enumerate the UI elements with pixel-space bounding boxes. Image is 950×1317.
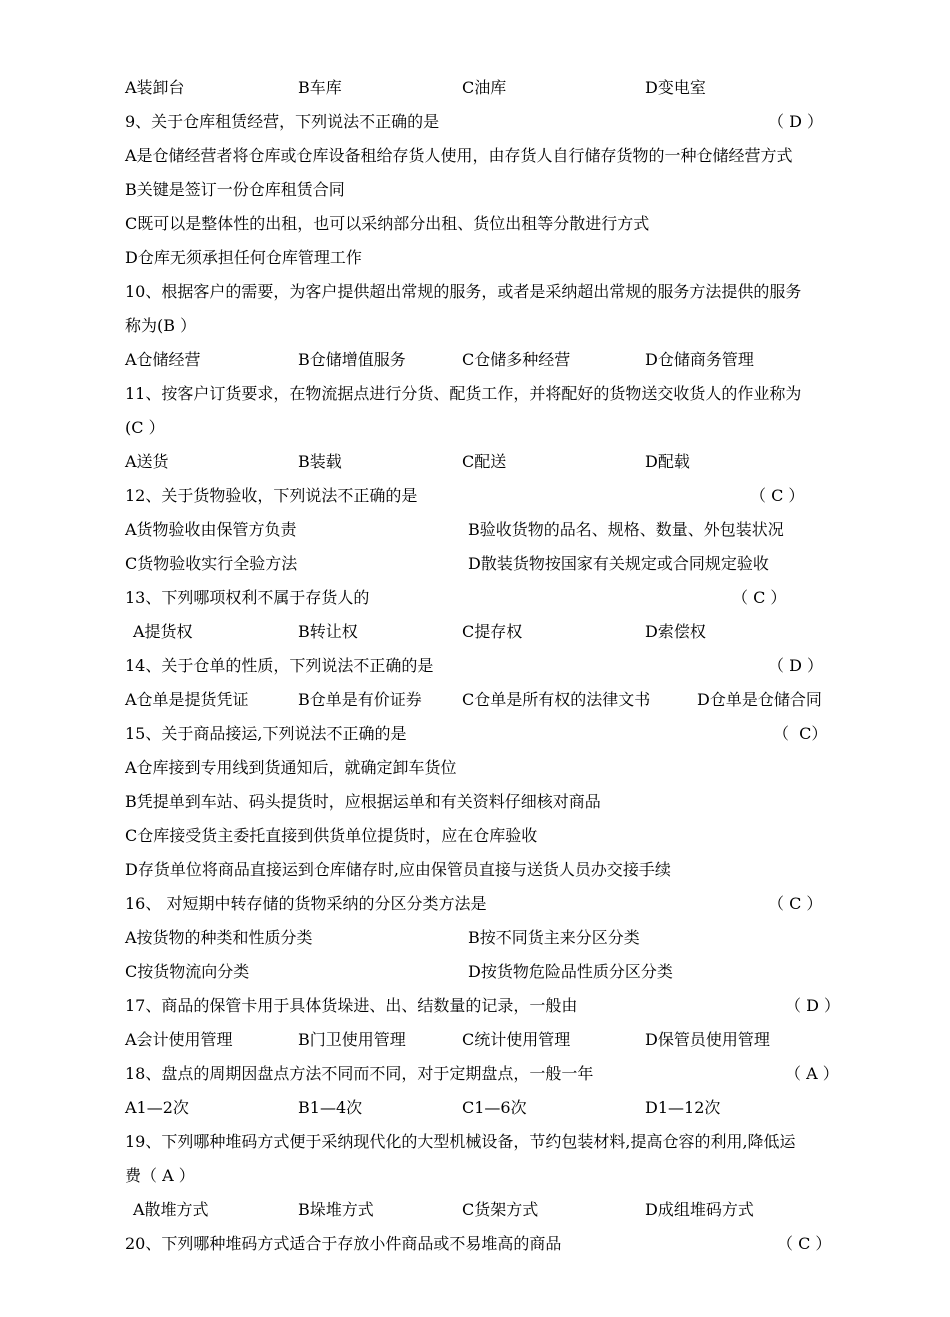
options-row-10 [125, 343, 880, 377]
question-12 [125, 479, 880, 513]
answer-mark: （ D ） [785, 996, 841, 1015]
question-text: 16、 对短期中转存储的货物采纳的分区分类方法是 [125, 894, 487, 913]
option-b: B转让权 [298, 622, 358, 641]
options-row-12a [125, 513, 880, 547]
option-b: B车库 [298, 78, 342, 97]
option-c: C货架方式 [462, 1200, 539, 1219]
answer-mark: （ C ） [777, 1234, 832, 1253]
option-c: C油库 [462, 78, 507, 97]
option-a: A提货权 [133, 622, 193, 641]
option-c: C仓储多种经营 [462, 350, 571, 369]
answer-mark: （ C ） [768, 894, 823, 913]
option-c: C1—6次 [462, 1098, 527, 1117]
options-row-13 [125, 615, 880, 649]
option-a: A仓单是提货凭证 [125, 690, 249, 709]
option-b: B垛堆方式 [298, 1200, 374, 1219]
option-a: A仓储经营 [125, 350, 201, 369]
options-row-16b [125, 955, 880, 989]
option-d: D散装货物按国家有关规定或合同规定验收 [468, 554, 769, 573]
option-d: D1—12次 [645, 1098, 721, 1117]
options-row-19 [125, 1193, 880, 1227]
option-d: D成组堆码方式 [645, 1200, 754, 1219]
answer-mark: （ D ） [768, 112, 824, 131]
options-row-18 [125, 1091, 880, 1125]
option-a: A散堆方式 [133, 1200, 209, 1219]
option-d: D配载 [645, 452, 690, 471]
text-line: C既可以是整体性的出租，也可以采纳部分出租、货位出租等分散进行方式 [125, 214, 650, 233]
text-line: 称为(B ） [125, 316, 197, 335]
option-c: C配送 [462, 452, 507, 471]
question-text: 20、下列哪种堆码方式适合于存放小件商品或不易堆高的商品 [125, 1234, 562, 1253]
answer-mark: （ A ） [785, 1064, 839, 1083]
question-text: 13、下列哪项权利不属于存货人的 [125, 588, 370, 607]
option-d: D变电室 [645, 78, 706, 97]
answer-mark: （ D ） [768, 656, 824, 675]
option-b: B装载 [298, 452, 342, 471]
text-line: A是仓储经营者将仓库或仓库设备租给存货人使用，由存货人自行储存货物的一种仓储经营方式 [125, 146, 793, 165]
text-line: B凭提单到车站、码头提货时，应根据运单和有关资料仔细核对商品 [125, 792, 601, 811]
question-text: 14、关于仓单的性质，下列说法不正确的是 [125, 656, 434, 675]
question-text: 18、盘点的周期因盘点方法不同而不同，对于定期盘点，一般一年 [125, 1064, 594, 1083]
option-d: D保管员使用管理 [645, 1030, 770, 1049]
question-text: 17、商品的保管卡用于具体货垛进、出、结数量的记录，一般由 [125, 996, 578, 1015]
answer-mark: （ C ） [732, 588, 787, 607]
question-11: 11、按客户订货要求，在物流据点进行分货、配货工作，并将配好的货物送交收货人的作业称为 [125, 384, 802, 403]
option-a: A送货 [125, 452, 169, 471]
option-d: D按货物危险品性质分区分类 [468, 962, 673, 981]
question-15 [125, 717, 880, 751]
option-c: C统计使用管理 [462, 1030, 571, 1049]
options-row-12b [125, 547, 880, 581]
answer-mark: （ C ） [750, 486, 805, 505]
options-row-8 [125, 71, 880, 105]
option-a: A货物验收由保管方负责 [125, 520, 297, 539]
question-text: 9、关于仓库租赁经营，下列说法不正确的是 [125, 112, 440, 131]
question-16 [125, 887, 880, 921]
option-c: C仓单是所有权的法律文书 [462, 690, 651, 709]
option-d: D仓单是仓储合同 [697, 690, 822, 709]
option-b: B仓单是有价证券 [298, 690, 422, 709]
option-b: B按不同货主来分区分类 [468, 928, 640, 947]
option-a: A装卸台 [125, 78, 185, 97]
option-b: B仓储增值服务 [298, 350, 406, 369]
question-17 [125, 989, 880, 1023]
options-row-17 [125, 1023, 880, 1057]
question-20 [125, 1227, 880, 1261]
question-text: 15、关于商品接运,下列说法不正确的是 [125, 724, 407, 743]
option-c: C提存权 [462, 622, 523, 641]
option-b: B验收货物的品名、规格、数量、外包装状况 [468, 520, 784, 539]
option-b: B1—4次 [298, 1098, 363, 1117]
text-line: B关键是签订一份仓库租赁合同 [125, 180, 345, 199]
options-row-16a [125, 921, 880, 955]
question-13 [125, 581, 880, 615]
options-row-11 [125, 445, 880, 479]
question-19: 19、下列哪种堆码方式便于采纳现代化的大型机械设备，节约包装材料,提高仓容的利用,降低运 [125, 1132, 796, 1151]
text-line: 费（ A ） [125, 1166, 195, 1185]
question-9 [125, 105, 880, 139]
text-line: A仓库接到专用线到货通知后，就确定卸车货位 [125, 758, 457, 777]
text-line: D仓库无须承担任何仓库管理工作 [125, 248, 362, 267]
question-18 [125, 1057, 880, 1091]
option-d: D索偿权 [645, 622, 706, 641]
text-line: (C ） [125, 418, 165, 437]
question-10: 10、根据客户的需要，为客户提供超出常规的服务，或者是采纳超出常规的服务方法提供的服务 [125, 282, 802, 301]
option-a: A按货物的种类和性质分类 [125, 928, 313, 947]
answer-mark: （ C） [773, 724, 828, 743]
option-b: B门卫使用管理 [298, 1030, 406, 1049]
option-c: C货物验收实行全验方法 [125, 554, 298, 573]
text-line: C仓库接受货主委托直接到供货单位提货时，应在仓库验收 [125, 826, 538, 845]
option-a: A会计使用管理 [125, 1030, 233, 1049]
options-row-14 [125, 683, 880, 717]
option-c: C按货物流向分类 [125, 962, 250, 981]
question-14 [125, 649, 880, 683]
text-line: D存货单位将商品直接运到仓库储存时,应由保管员直接与送货人员办交接手续 [125, 860, 671, 879]
option-d: D仓储商务管理 [645, 350, 754, 369]
option-a: A1—2次 [125, 1098, 189, 1117]
question-text: 12、关于货物验收，下列说法不正确的是 [125, 486, 418, 505]
